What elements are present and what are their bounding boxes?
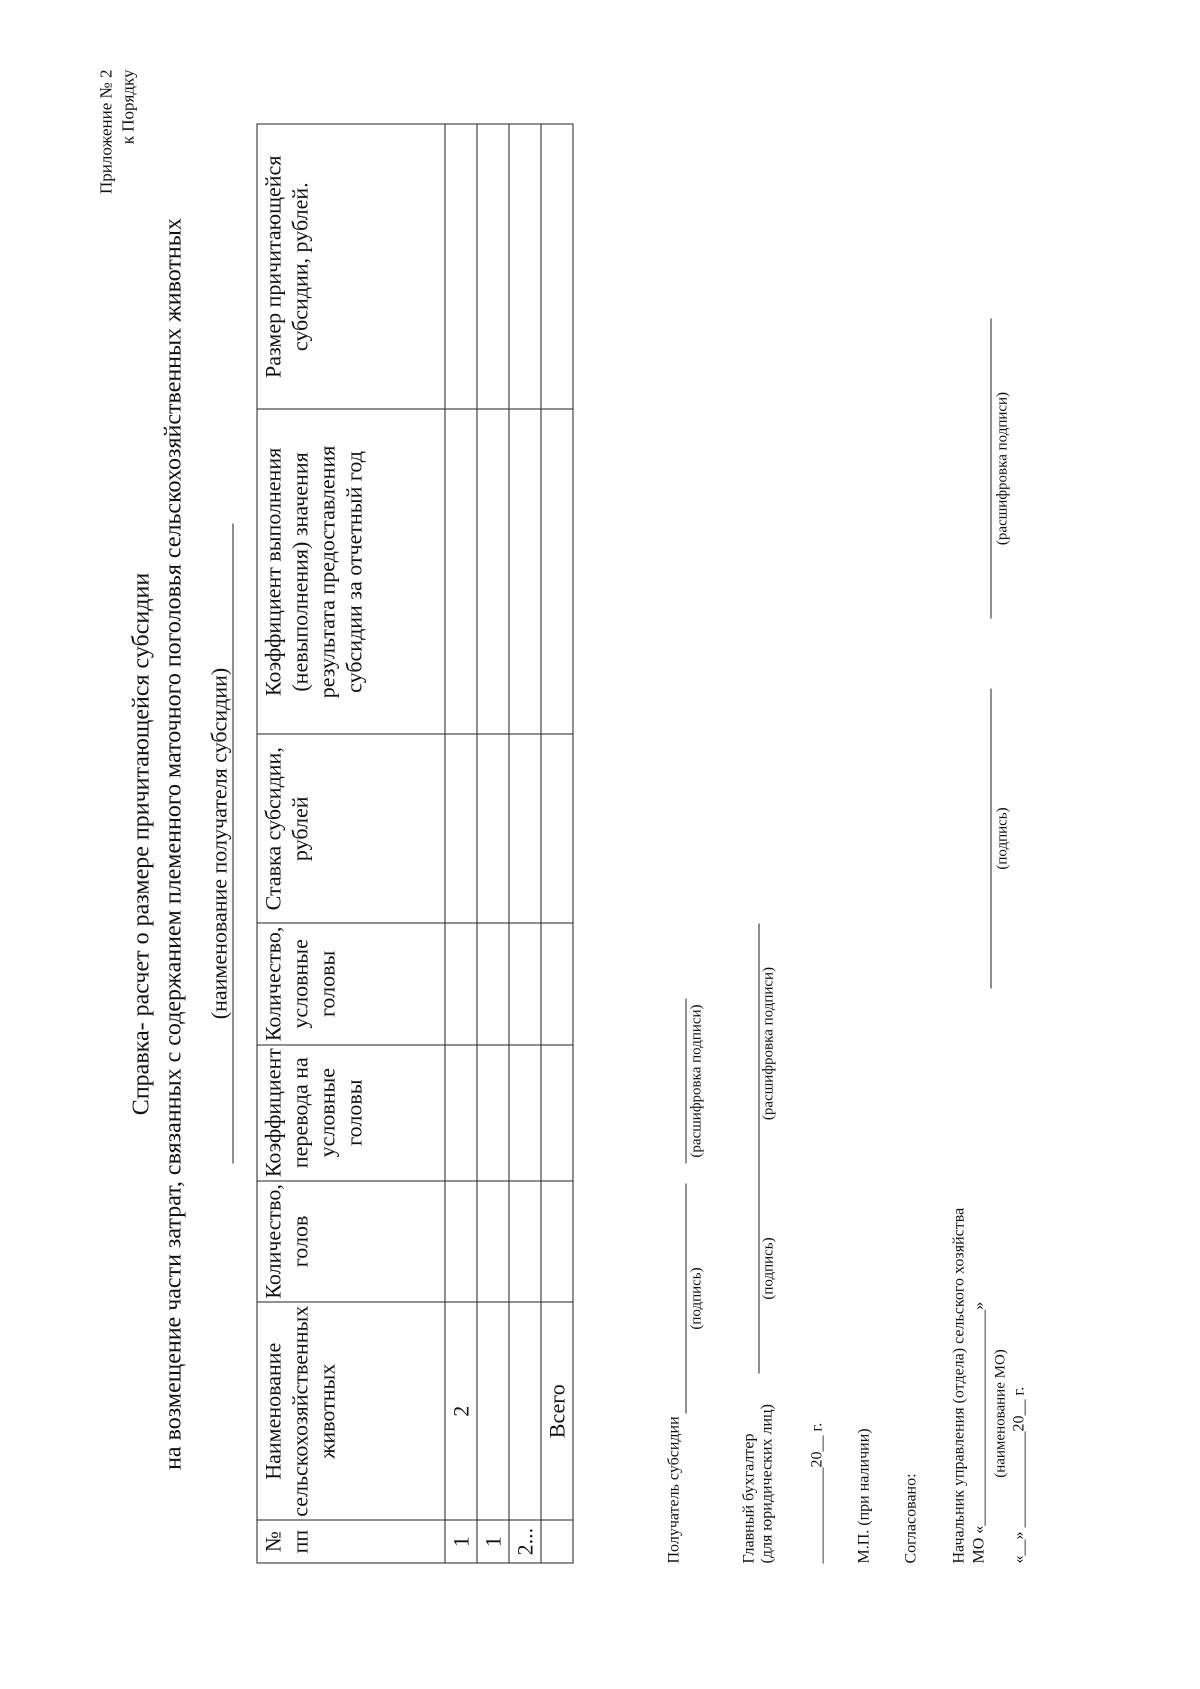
- annex-reference: к Порядку: [118, 69, 138, 145]
- table-cell: [509, 409, 541, 734]
- col-header-subsidy-amount: Размер причитающейся субсидии, рублей.: [257, 124, 445, 409]
- table-cell: 2...: [509, 1520, 541, 1563]
- recipient-decode-line: [686, 999, 687, 1164]
- table-cell: [541, 1181, 573, 1303]
- table-cell: [509, 1045, 541, 1181]
- table-cell: [445, 923, 477, 1045]
- table-cell: [509, 124, 541, 409]
- annex-number: Приложение № 2: [96, 69, 116, 194]
- head-sign-caption: (подпись): [994, 807, 1011, 870]
- recipient-signature-label: Получатель субсидии: [665, 1416, 683, 1564]
- table-cell: [541, 1045, 573, 1181]
- head-decode-line: [991, 319, 992, 619]
- recipient-decode-caption: (расшифровка подписи): [688, 1004, 705, 1158]
- total-label: Всего: [541, 1302, 573, 1520]
- seal-label: М.П. (при наличии): [855, 1428, 873, 1564]
- col-header-head-count: Количество, голов: [257, 1181, 445, 1303]
- col-header-number: № пп: [257, 1520, 445, 1563]
- table-cell: 1: [445, 1520, 477, 1563]
- col-header-conversion-coefficient: Коэффициент перевода на условные головы: [257, 1045, 445, 1181]
- table-cell: [541, 124, 573, 409]
- col-header-conditional-heads: Количество, условные головы: [257, 923, 445, 1045]
- table-total-row: [541, 124, 573, 1563]
- table-cell: [477, 1181, 509, 1303]
- recipient-sign-caption: (подпись): [688, 1267, 705, 1330]
- landscape-page: [1, 0, 1200, 1689]
- recipient-name-line: [233, 524, 234, 1164]
- accountant-decode-line: [759, 924, 760, 1164]
- table-cell: [509, 923, 541, 1045]
- table-cell: [445, 1045, 477, 1181]
- agreed-label: Согласовано:: [902, 1473, 920, 1564]
- table-row: [445, 124, 477, 1563]
- table-cell: [509, 734, 541, 923]
- table-cell: [509, 1181, 541, 1303]
- head-decode-caption: (расшифровка подписи): [994, 391, 1011, 546]
- chief-accountant-note: (для юридических лиц): [758, 1404, 776, 1564]
- table-cell: [445, 734, 477, 923]
- table-cell: [477, 1045, 509, 1181]
- subsidy-table: [257, 124, 574, 1564]
- table-row: [477, 124, 509, 1563]
- accountant-sign-line: [759, 1164, 760, 1374]
- col-header-performance-coefficient: Коэффициент выполнения (невыполнения) значения результата предоставления субсидии за отчетный год: [257, 409, 445, 734]
- table-cell: [477, 734, 509, 923]
- recipient-caption: (наименование получателя субсидии): [206, 667, 232, 1020]
- recipient-sign-line: [686, 1184, 687, 1414]
- chief-accountant-label: Главный бухгалтер: [740, 1433, 758, 1564]
- head-sign-line: [991, 689, 992, 989]
- table-cell: [509, 1302, 541, 1520]
- document-subtitle: на возмещение части затрат, связанных с содержанием племенного маточного поголовья сельскохозяйственных животных: [160, 218, 187, 1470]
- table-cell: [477, 409, 509, 734]
- table-cell: 1: [477, 1520, 509, 1563]
- table-cell: [445, 124, 477, 409]
- head-department-label: Начальник управления (отдела) сельского хозяйства: [950, 1207, 968, 1564]
- accountant-sign-caption: (подпись): [760, 1237, 777, 1300]
- date-line: ____________20__ г.: [808, 1422, 826, 1564]
- table-cell: [477, 124, 509, 409]
- table-cell: [541, 1520, 573, 1563]
- table-cell: [477, 923, 509, 1045]
- accountant-decode-caption: (расшифровка подписи): [760, 966, 777, 1121]
- document-title: Справка- расчет о размере причитающейся субсидии: [128, 572, 155, 1116]
- table-header-row: [257, 124, 445, 1563]
- table-cell: [541, 923, 573, 1045]
- table-cell: [445, 409, 477, 734]
- municipality-line: МО «___________________________»: [970, 1301, 988, 1564]
- table-cell: 2: [445, 1302, 477, 1520]
- col-header-animal-name: Наименование сельскохозяйственных животных: [257, 1302, 445, 1520]
- date-line-2: «__» ____________20__ г.: [1010, 1386, 1028, 1564]
- table-cell: [541, 409, 573, 734]
- table-row: [509, 124, 541, 1563]
- col-header-subsidy-rate: Ставка субсидии, рублей: [257, 734, 445, 923]
- table-cell: [541, 734, 573, 923]
- table-cell: [477, 1302, 509, 1520]
- table-cell: [445, 1181, 477, 1303]
- municipality-caption: (наименование МО): [992, 1349, 1009, 1478]
